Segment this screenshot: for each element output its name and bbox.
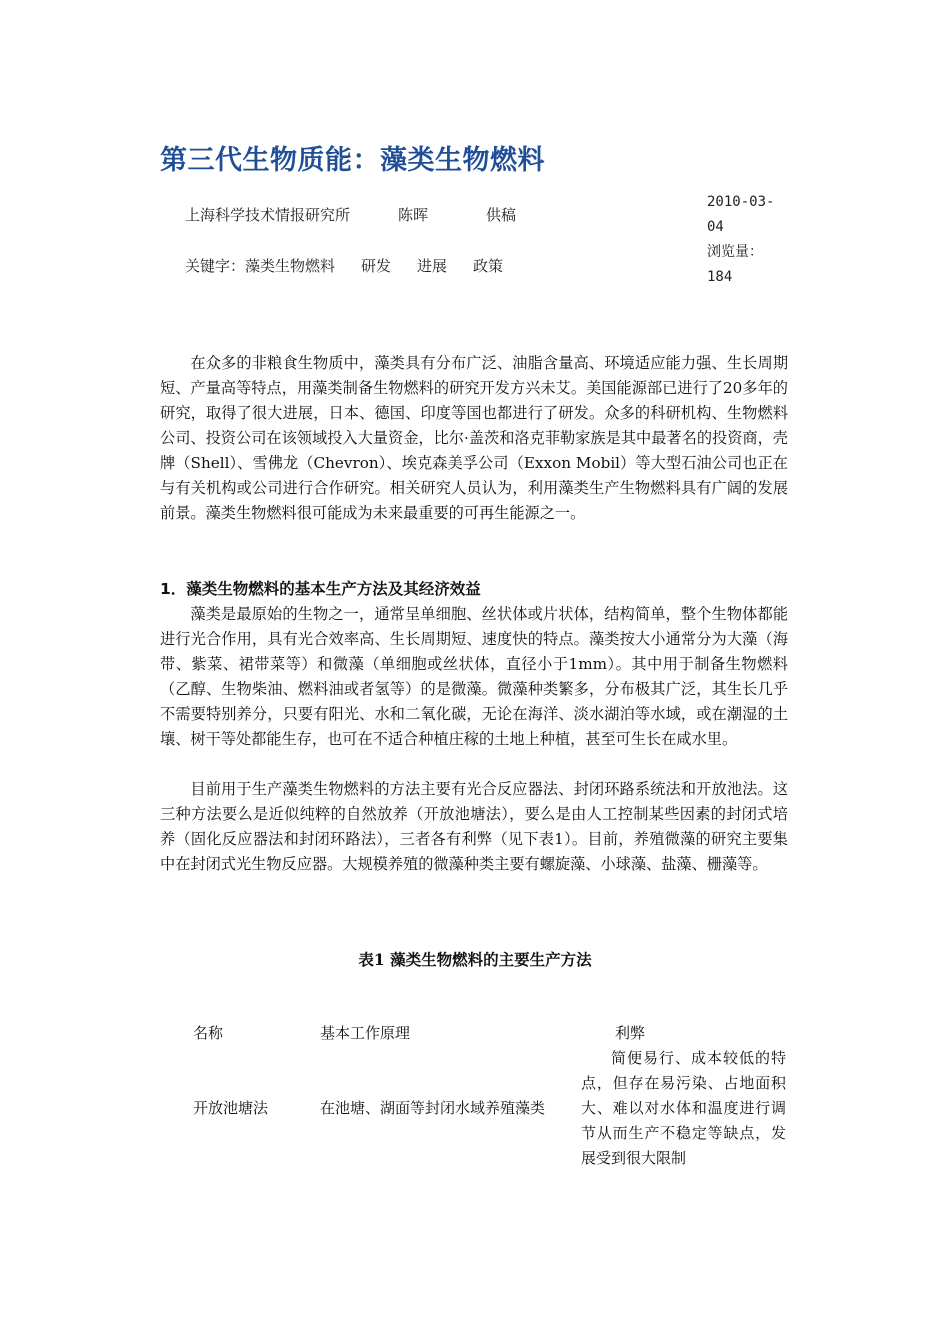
publish-info bbox=[707, 190, 785, 290]
keywords-label: 关键字：藻类生物燃料 bbox=[185, 257, 336, 275]
section-number: 1． bbox=[160, 580, 187, 598]
view-count: 浏览量：184 bbox=[707, 244, 763, 285]
section-paragraph: 目前用于生产藻类生物燃料的方法主要有光合反应器法、封闭环路系统法和开放池法。这三种方法要么是近似纯粹的自然放养（开放池塘法），要么是由人工控制某些因素的封闭式培养（固化反应器法和封闭环路法），三者各有利弊（见下表1）。目前，养殖微藻的研究主要集中在封闭式光生物反应器。大规模养殖的微藻种类主要有螺旋藻、小球藻、盐藻、栅藻等。 bbox=[160, 780, 788, 873]
source-org: 上海科学技术情报研究所 bbox=[185, 206, 351, 224]
section-title: 藻类生物燃料的基本生产方法及其经济效益 bbox=[186, 579, 481, 598]
table-header-principle: 基本工作原理 bbox=[320, 1024, 411, 1042]
publish-date: 2010-03-04 bbox=[707, 194, 775, 235]
table-caption: 表1 藻类生物燃料的主要生产方法 bbox=[358, 950, 592, 969]
keywords-line bbox=[185, 255, 503, 276]
keyword-item: 研发 bbox=[361, 257, 392, 275]
intro-paragraph: 在众多的非粮食生物质中，藻类具有分布广泛、油脂含量高、环境适应能力强、生长周期短、产量高等特点，用藻类制备生物燃料的研究开发方兴未艾。美国能源部已进行了20多年的研究，取得了很大进展，日本、德国、印度等国也都进行了研发。众多的科研机构、生物燃料公司、投资公司在该领域投入大量资金，比尔·盖茨和洛克菲勒家族是其中最著名的投资商，壳牌（Shell）、雪佛龙（Chevron）、埃克森美孚公司（Exxon Mobil）等大型石油公司也正在与有关机构或公司进行合作研究。相关研究人员认为，利用藻类生产生物燃料具有广阔的发展前景。藻类生物燃料很可能成为未来最重要的可再生能源之一。 bbox=[160, 354, 788, 522]
table-header-name: 名称 bbox=[193, 1024, 224, 1042]
keyword-item: 政策 bbox=[473, 257, 504, 275]
contribution-role: 供稿 bbox=[486, 206, 517, 224]
table-header-pros-cons: 利弊 bbox=[615, 1024, 646, 1042]
section-paragraph: 藻类是最原始的生物之一，通常呈单细胞、丝状体或片状体，结构简单，整个生物体都能进行光合作用，具有光合效率高、生长周期短、速度快的特点。藻类按大小通常分为大藻（海带、紫菜、裙带菜等）和微藻（单细胞或丝状体，直径小于1mm）。其中用于制备生物燃料（乙醇、生物柴油、燃料油或者氢等）的是微藻。微藻种类繁多，分布极其广泛，其生长几乎不需要特别养分，只要有阳光、水和二氧化碳，无论在海洋、淡水湖泊等水域，或在潮湿的土壤、树干等处都能生存，也可在不适合种植庄稼的土地上种植，甚至可生长在咸水里。 bbox=[160, 605, 788, 748]
keyword-item: 进展 bbox=[417, 257, 448, 275]
table-cell-pros-cons: 简便易行、成本较低的特点，但存在易污染、占地面积大、难以对水体和温度进行调节从而生产不稳定等缺点，发展受到很大限制 bbox=[581, 1049, 786, 1167]
table-cell-principle: 在池塘、湖面等封闭水域养殖藻类 bbox=[320, 1099, 546, 1117]
table-cell-name: 开放池塘法 bbox=[193, 1099, 269, 1117]
author-name: 陈晖 bbox=[398, 206, 429, 224]
article-title: 第三代生物质能：藻类生物燃料 bbox=[160, 145, 545, 176]
byline bbox=[185, 204, 516, 225]
section-heading bbox=[160, 577, 481, 599]
